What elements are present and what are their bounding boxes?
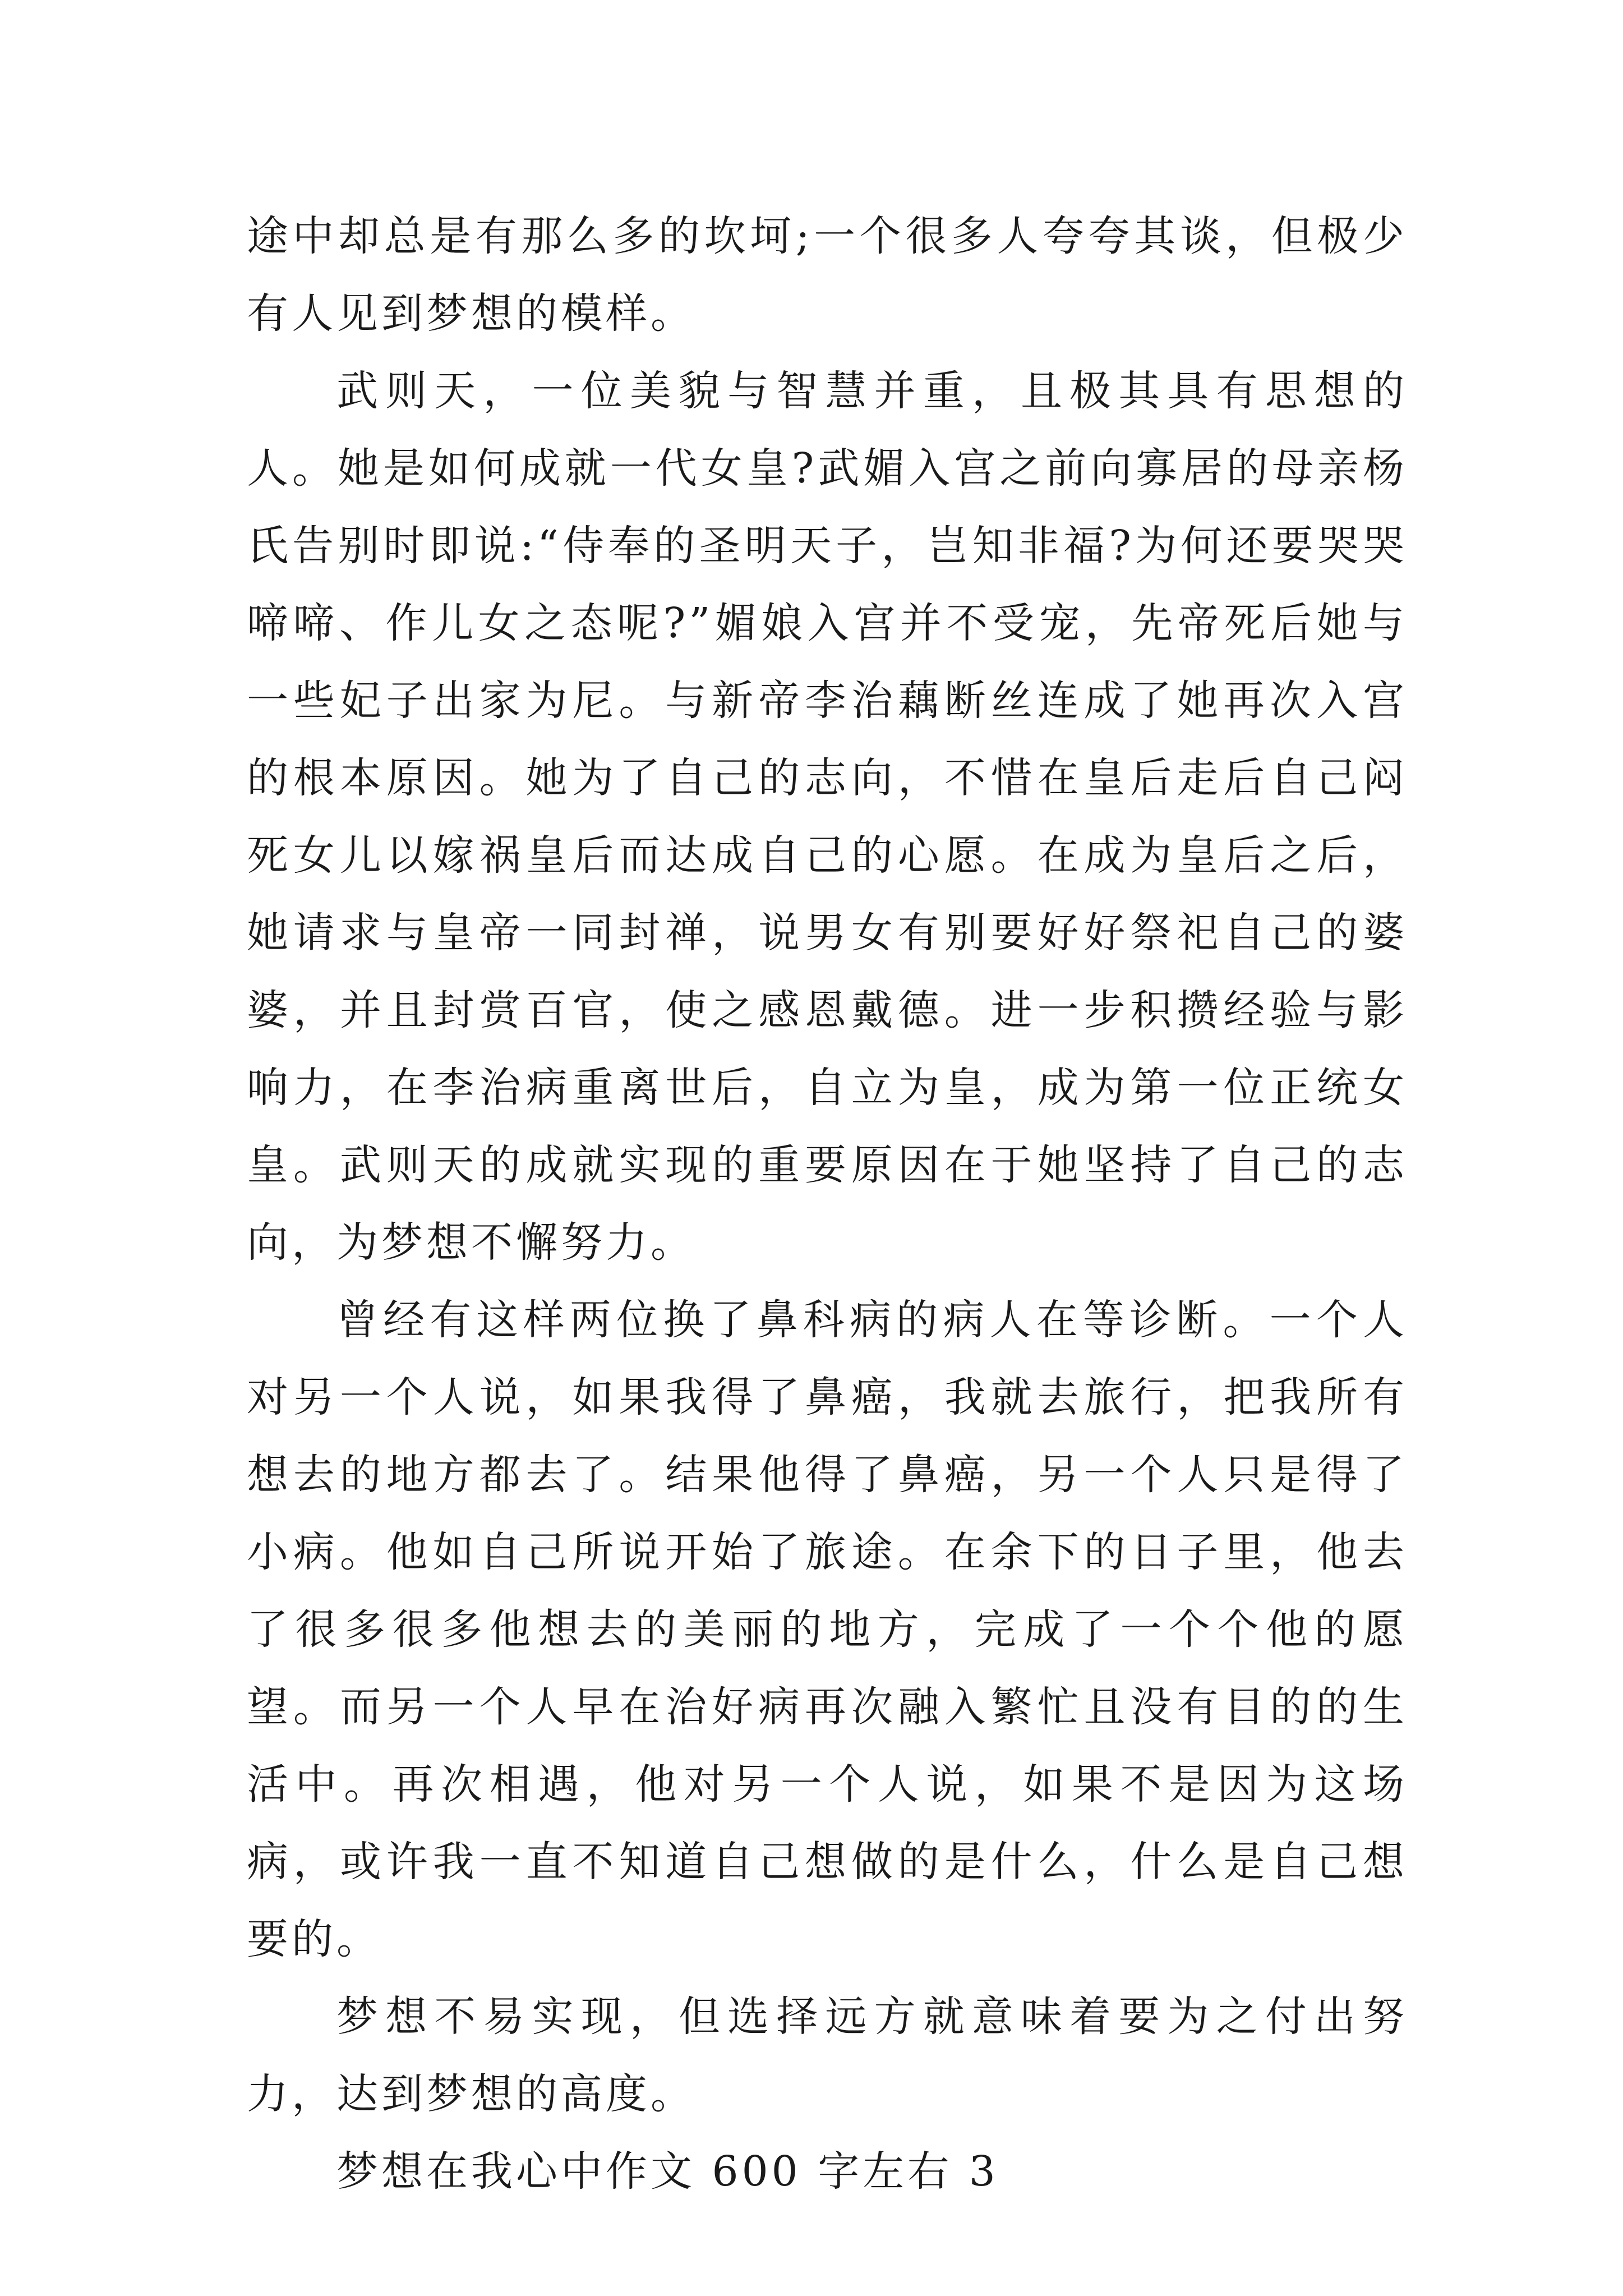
paragraph-continuation: 途中却总是有那么多的坎坷;一个很多人夸夸其谈，但极少有人见到梦想的模样。 [247,212,1408,338]
document-body [247,197,1408,2210]
paragraph-patients: 曾经有这样两位换了鼻科病的病人在等诊断。一个人对另一个人说，如果我得了鼻癌，我就去旅行，把我所有想去的地方都去了。结果他得了鼻癌，另一个人只是得了小病。他如自己所说开始了旅途。在余下的日子里，他去了很多很多他想去的美丽的地方，完成了一个个他的愿望。而另一个人早在治好病再次融入繁忙且没有目的的生活中。再次相遇，他对另一个人说，如果不是因为这场病，或许我一直不知道自己想做的是什么，什么是自己想要的。 [247,1296,1408,1963]
paragraph-conclusion: 梦想不易实现，但选择远方就意味着要为之付出努力，达到梦想的高度。 [247,1993,1408,2118]
next-essay-title: 梦想在我心中作文 600 字左右 3 [336,2147,999,2196]
paragraph-wuzetian: 武则天，一位美貌与智慧并重，且极其具有思想的人。她是如何成就一代女皇?武媚入宫之前向寡居的母亲杨氏告别时即说:“侍奉的圣明天子，岂知非福?为何还要哭哭啼啼、作儿女之态呢?”媚娘入宫并不受宠，先帝死后她与一些妃子出家为尼。与新帝李治藕断丝连成了她再次入宫的根本原因。她为了自己的志向，不惜在皇后走后自己闷死女儿以嫁祸皇后而达成自己的心愿。在成为皇后之后，她请求与皇帝一同封禅，说男女有别要好好祭祀自己的婆婆，并且封赏百官，使之感恩戴德。进一步积攒经验与影响力，在李治病重离世后，自立为皇，成为第一位正统女皇。武则天的成就实现的重要原因在于她坚持了自己的志向，为梦想不懈努力。 [247,367,1408,1267]
